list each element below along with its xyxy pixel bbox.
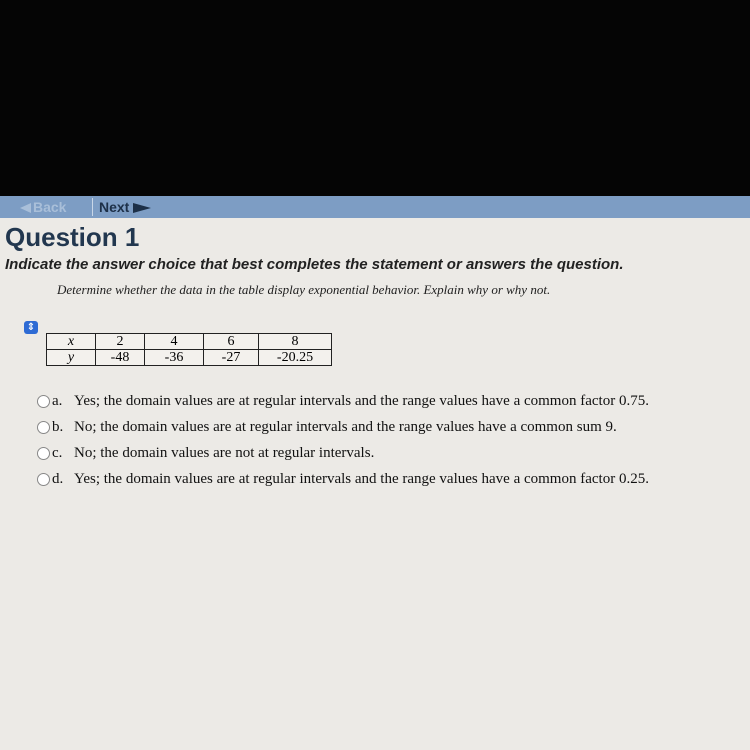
choice-letter: a. [52,392,63,409]
quiz-screen [0,196,750,750]
choice-text: Yes; the domain values are at regular intervals and the range values have a common factor 0.75. [74,392,649,409]
x-header: x [47,334,96,350]
answer-choices [37,388,649,492]
next-button[interactable] [92,198,151,216]
back-label: Back [33,199,67,215]
next-label: Next [99,199,130,215]
table-row-y [47,350,332,366]
table-cell: -27 [204,350,259,366]
navigation-bar [0,196,750,218]
y-header: y [47,350,96,366]
table-cell: 4 [145,334,204,350]
radio-button[interactable] [37,447,50,460]
table-cell: 8 [259,334,332,350]
question-instruction: Indicate the answer choice that best completes the statement or answers the question. [5,256,624,273]
table-row-x [47,334,332,350]
radio-button[interactable] [37,473,50,486]
choice-c[interactable] [37,440,649,466]
table-cell: -20.25 [259,350,332,366]
question-title: Question 1 [5,222,140,252]
back-arrow-icon [20,203,31,213]
choice-text: No; the domain values are at regular intervals and the range values have a common sum 9. [74,418,617,435]
table-cell: 2 [96,334,145,350]
choice-text: Yes; the domain values are at regular intervals and the range values have a common factor 0.25. [74,470,649,487]
data-table [46,333,332,366]
table-cell: 6 [204,334,259,350]
choice-a[interactable] [37,388,649,414]
choice-b[interactable] [37,414,649,440]
radio-button[interactable] [37,421,50,434]
choice-letter: c. [52,444,63,461]
radio-button[interactable] [37,395,50,408]
choice-letter: b. [52,418,64,435]
question-marker-icon[interactable]: ⇕ [24,321,38,334]
next-arrow-icon [133,203,151,213]
choice-letter: d. [52,470,64,487]
question-stem: Determine whether the data in the table display exponential behavior. Explain why or why not. [57,282,551,297]
table-cell: -48 [96,350,145,366]
choice-text: No; the domain values are not at regular intervals. [74,444,375,461]
back-button[interactable] [20,198,66,216]
choice-d[interactable] [37,466,649,492]
table-cell: -36 [145,350,204,366]
